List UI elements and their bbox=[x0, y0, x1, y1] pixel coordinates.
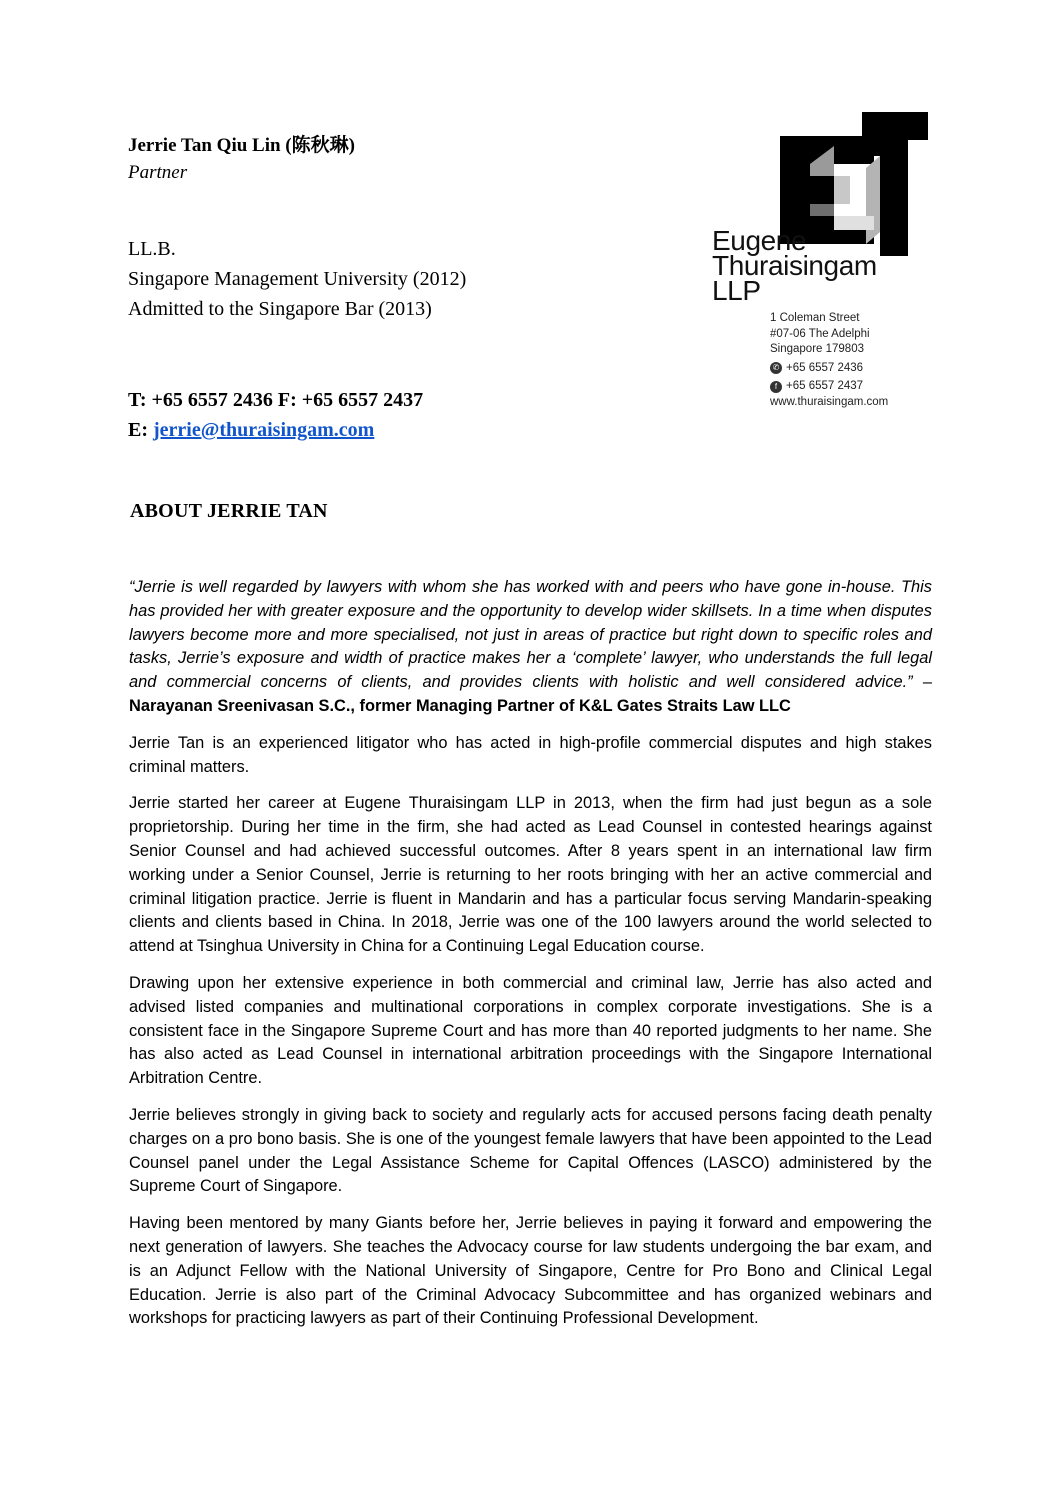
firm-logo bbox=[700, 112, 940, 422]
contact-block bbox=[128, 385, 423, 445]
about-body bbox=[129, 576, 932, 1344]
quote-dash: – bbox=[912, 673, 932, 692]
about-paragraph: Having been mentored by many Giants before her, Jerrie believes in paying it forward and empowering the next generation of lawyers. She teaches the Advocacy course for law students undergoing the bar exam, and is an Adjunct Fellow with the National University of Singapore, Centre for Pro Bono and Clinical Legal Education. Jerrie is also part of the Criminal Advocacy Subcommittee and has organized webinars and workshops for practicing lawyers as part of their Continuing Professional Development. bbox=[129, 1214, 932, 1328]
about-paragraph: Drawing upon her extensive experience in both commercial and criminal law, Jerrie has also acted and advised listed companies and multinational corporations in complex corporate investigations. She is a consistent face in the Singapore Supreme Court and has more than 40 reported judgments to her name. She has also acted as Lead Counsel in international arbitration proceedings with the Singapore International Arbitration Centre. bbox=[129, 973, 932, 1088]
tel-row bbox=[770, 361, 888, 377]
qualifications bbox=[128, 234, 466, 324]
qualification-admission: Admitted to the Singapore Bar (2013) bbox=[128, 298, 432, 320]
profile-name: Jerrie Tan Qiu Lin (陈秋琳) bbox=[128, 135, 355, 156]
qualification-university: Singapore Management University (2012) bbox=[128, 268, 467, 290]
logo-name-line1: Eugene bbox=[712, 225, 807, 256]
address-line3: Singapore 179803 bbox=[770, 343, 864, 355]
address-line1: 1 Coleman Street bbox=[770, 312, 860, 324]
about-paragraph: Jerrie Tan is an experienced litigator who has acted in high-profile commercial disputes and high stakes criminal matters. bbox=[129, 733, 932, 776]
about-paragraph: Jerrie started her career at Eugene Thuraisingam LLP in 2013, when the firm had just begun as a sole proprietorship. During her time in the firm, she had acted as Lead Counsel in contested hearings against Senior Counsel and had achieved successful outcomes. After 8 years spent in an international law firm working under a Senior Counsel, Jerrie is returning to her roots bringing with her an active commercial and criminal litigation practice. Jerrie is fluent in Mandarin and has a particular focus serving Mandarin-speaking clients and clients based in China. In 2018, Jerrie was one of the 100 lawyers around the world selected to attend at Tsinghua University in China for a Continuing Legal Education course. bbox=[129, 794, 932, 956]
profile-role: Partner bbox=[128, 162, 188, 183]
address-line2: #07-06 The Adelphi bbox=[770, 327, 870, 340]
logo-name-line3: LLP bbox=[712, 275, 761, 306]
email-link[interactable]: jerrie@thuraisingam.com bbox=[153, 419, 375, 441]
testimonial-quote bbox=[129, 576, 932, 719]
about-paragraph: Jerrie believes strongly in giving back to society and regularly acts for accused persons facing death penalty charges on a pro bono basis. She is one of the youngest female lawyers that have been appointed to the Lead Counsel panel under the Legal Assistance Scheme for Capital Offences (LASCO) administered by the Supreme Court of Singapore. bbox=[129, 1105, 932, 1196]
website: www.thuraisingam.com bbox=[770, 395, 889, 408]
fax-row bbox=[770, 379, 888, 395]
about-heading: ABOUT JERRIE TAN bbox=[130, 500, 328, 522]
email-prefix: E: bbox=[128, 419, 153, 441]
phone-fax-line: T: +65 6557 2436 F: +65 6557 2437 bbox=[128, 389, 424, 411]
email-line bbox=[128, 415, 423, 445]
tel-number: +65 6557 2436 bbox=[786, 361, 864, 374]
fax-number: +65 6557 2437 bbox=[786, 380, 864, 392]
logo-firm-name bbox=[712, 225, 877, 306]
quote-text: “Jerrie is well regarded by lawyers with whom she has worked with and peers who have gone in-house. This has provided her with greater exposure and the opportunity to develop wider skillsets. In a time when disputes lawyers become more and more specialised, not just in areas of practice but right down to specific roles and tasks, Jerrie’s exposure and width of practice makes her a ‘complete’ lawyer, who understands the full legal and commercial concerns of clients, and provides clients with holistic and well considered advice.” bbox=[129, 578, 932, 692]
logo-name-line2: Thuraisingam bbox=[712, 250, 877, 281]
logo-address-block bbox=[770, 311, 888, 410]
qualification-degree: LL.B. bbox=[128, 238, 176, 260]
fax-icon: f bbox=[770, 381, 782, 393]
quote-attribution: Narayanan Sreenivasan S.C., former Managing Partner of K&L Gates Straits Law LLC bbox=[129, 696, 791, 715]
phone-icon: ✆ bbox=[770, 362, 782, 374]
